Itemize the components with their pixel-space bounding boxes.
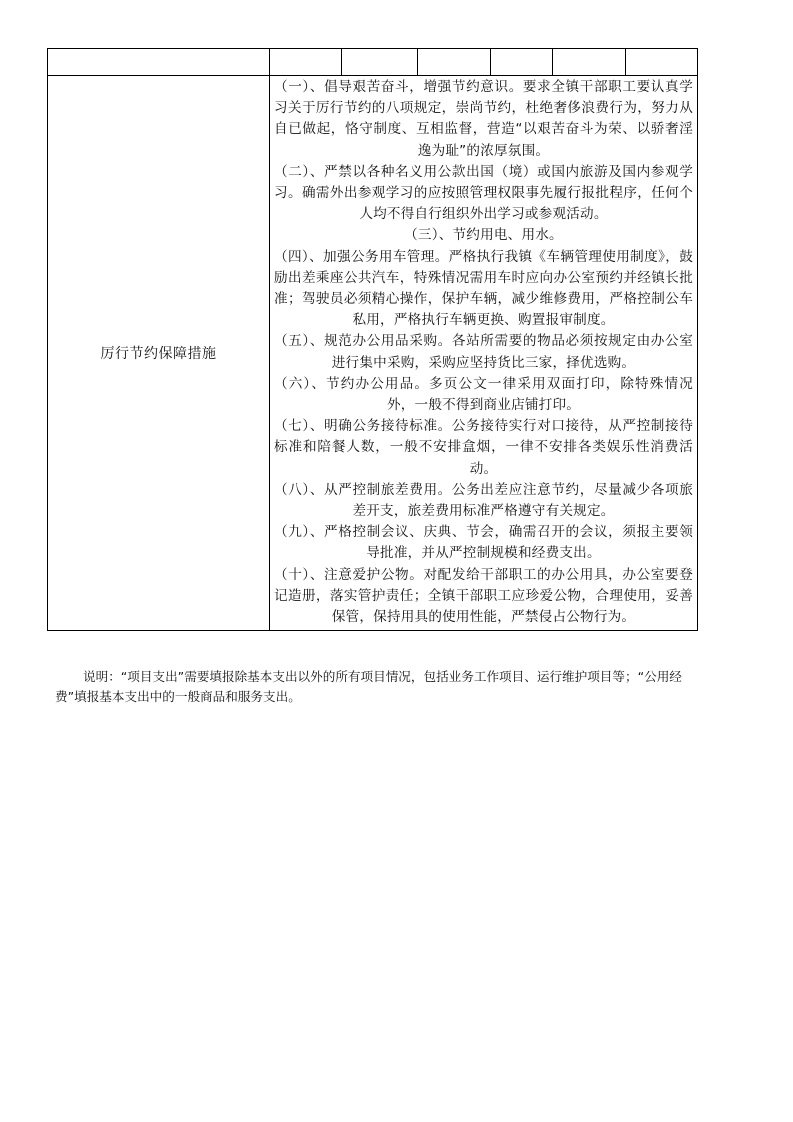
table-cell <box>342 49 418 76</box>
table-cell <box>48 49 270 76</box>
measure-item-4: （四）、加强公务用车管理。严格执行我镇《车辆管理使用制度》，鼓励出差乘座公共汽车，特殊情况需用车时应向办公室预约并经镇长批准；驾驶员必须精心操作，保护车辆，减少维修费用，严格控制公车私用，严格执行车辆更换、购置报审制度。 <box>274 248 693 329</box>
measure-item-9: （九）、严格控制会议、庆典、节会，确需召开的会议，须报主要领导批准，并从严控制规模和经费支出。 <box>274 524 693 562</box>
measure-item-7: （七）、明确公务接待标准。公务接待实行对口接待，从严控制接待标准和陪餐人数，一般不安排盒烟，一律不安排各类娱乐性消费活动。 <box>274 418 693 477</box>
table-cell <box>491 49 553 76</box>
measure-item-6: （六）、节约办公用品。多页公文一律采用双面打印，除特殊情况外，一般不得到商业店铺打印。 <box>274 375 693 414</box>
table-cell <box>270 49 342 76</box>
table-row-measures <box>48 76 698 631</box>
measure-item-5: （五）、规范办公用品采购。各站所需要的物品必须按规定由办公室进行集中采购，采购应坚持货比三家，择优选购。 <box>274 333 693 371</box>
row-label-cell <box>48 76 270 631</box>
budget-table <box>47 48 698 631</box>
measure-item-10: （十）、注意爱护公物。对配发给干部职工的办公用具，办公室要登记造册，落实管护责任；全镇干部职工应珍爱公物，合理使用，妥善保管，保持用具的使用性能，严禁侵占公物行为。 <box>274 566 693 626</box>
measure-item-3: （三）、节约用电、用水。 <box>404 227 563 244</box>
table-cell <box>553 49 626 76</box>
table-row-continuation <box>48 49 698 76</box>
measure-item-1: （一）、倡导艰苦奋斗，增强节约意识。要求全镇干部职工要认真学习关于厉行节约的八项规定，崇尚节约，杜绝奢侈浪费行为，努力从自已做起，恪守制度、互相监督，营造“以艰苦奋斗为荣、以骄奢淫逸为耻”的浓厚氛围。 <box>274 79 693 159</box>
measure-item-2: （二）、严禁以各种名义用公款出国（境）或国内旅游及国内参观学习。确需外出参观学习的应按照管理权限事先履行报批程序，任何个人均不得自行组织外出学习或参观活动。 <box>274 163 693 223</box>
measure-item-8: （八）、从严控制旅差费用。公务出差应注意节约，尽量减少各项旅差开支，旅差费用标准严格遵守有关规定。 <box>274 481 693 520</box>
row-label: 厉行节约保障措施 <box>100 346 217 363</box>
table-cell <box>626 49 698 76</box>
footnote: 说明：“项目支出”需要填报除基本支出以外的所有项目情况，包括业务工作项目、运行维护项目等；“公用经费”填报基本支出中的一般商品和服务支出。 <box>55 669 682 704</box>
table-cell <box>418 49 491 76</box>
measures-cell <box>270 76 698 631</box>
